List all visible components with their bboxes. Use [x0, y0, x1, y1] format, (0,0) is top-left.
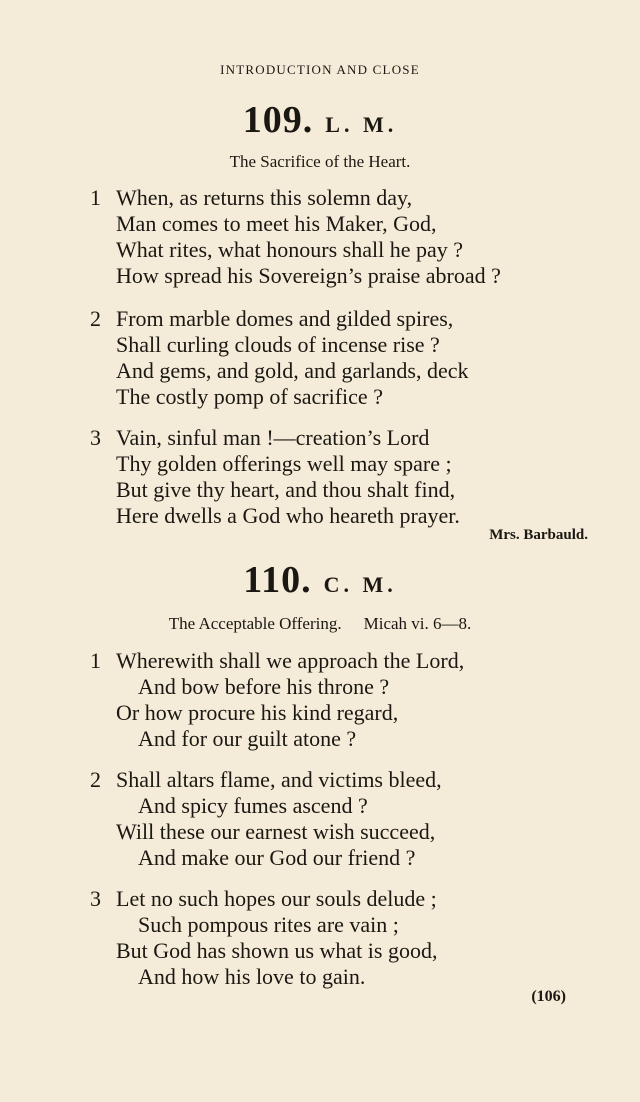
verse-line: Such pompous rites are vain ; [138, 912, 399, 937]
running-head: INTRODUCTION AND CLOSE [220, 62, 420, 77]
page-number: (106) [531, 988, 566, 1005]
stanza-number: 1 [90, 185, 101, 210]
verse-line: Wherewith shall we approach the Lord, [116, 648, 465, 673]
hymn-title: The Acceptable Offering. [168, 614, 342, 633]
verse-line: And make our God our friend ? [138, 845, 416, 870]
verse-line: Man comes to meet his Maker, God, [116, 211, 437, 236]
hymn-meter: C. M. [323, 572, 397, 597]
hymn-title: The Sacrifice of the Heart. [229, 152, 411, 171]
hymn-109-title [0, 152, 640, 172]
hymn-110-title [0, 614, 640, 634]
stanza-number: 2 [90, 306, 101, 331]
stanza-number: 2 [90, 767, 101, 792]
verse-line: The costly pomp of sacrifice ? [116, 384, 383, 409]
verse-line: What rites, what honours shall he pay ? [116, 237, 464, 262]
hymn-109-heading [0, 98, 640, 142]
stanza-number: 3 [90, 886, 101, 911]
verse-line: When, as returns this solemn day, [116, 185, 413, 210]
verse-line: Let no such hopes our souls delude ; [116, 886, 437, 911]
verse-line: And how his love to gain. [138, 964, 366, 989]
attribution: Mrs. Barbauld. [489, 527, 588, 543]
hymn-number: 110. [243, 559, 312, 601]
hymn-meter: L. M. [325, 112, 398, 137]
hymn-number: 109. [242, 99, 314, 141]
verse-line: Shall curling clouds of incense rise ? [116, 332, 440, 357]
verse-line: Vain, sinful man !—creation’s Lord [116, 425, 430, 450]
scripture-reference: Micah vi. 6—8. [363, 614, 472, 633]
stanza-number: 1 [90, 648, 101, 673]
verse-line: Or how procure his kind regard, [116, 700, 399, 725]
verse-line: How spread his Sovereign’s praise abroad ? [116, 263, 501, 288]
stanza-number: 3 [90, 425, 101, 450]
verse-line: Shall altars flame, and victims bleed, [116, 767, 442, 792]
verse-line: And gems, and gold, and garlands, deck [116, 358, 469, 383]
verse-line: But God has shown us what is good, [116, 938, 438, 963]
verse-line: Will these our earnest wish succeed, [116, 819, 436, 844]
verse-line: Here dwells a God who heareth prayer. [116, 503, 460, 528]
verse-line: Thy golden offerings well may spare ; [116, 451, 452, 476]
verse-line: And spicy fumes ascend ? [138, 793, 368, 818]
hymn-110-heading [0, 558, 640, 602]
verse-line: But give thy heart, and thou shalt find, [116, 477, 456, 502]
verse-line: And for our guilt atone ? [138, 726, 357, 751]
verse-line: And bow before his throne ? [138, 674, 390, 699]
verse-line: From marble domes and gilded spires, [116, 306, 454, 331]
